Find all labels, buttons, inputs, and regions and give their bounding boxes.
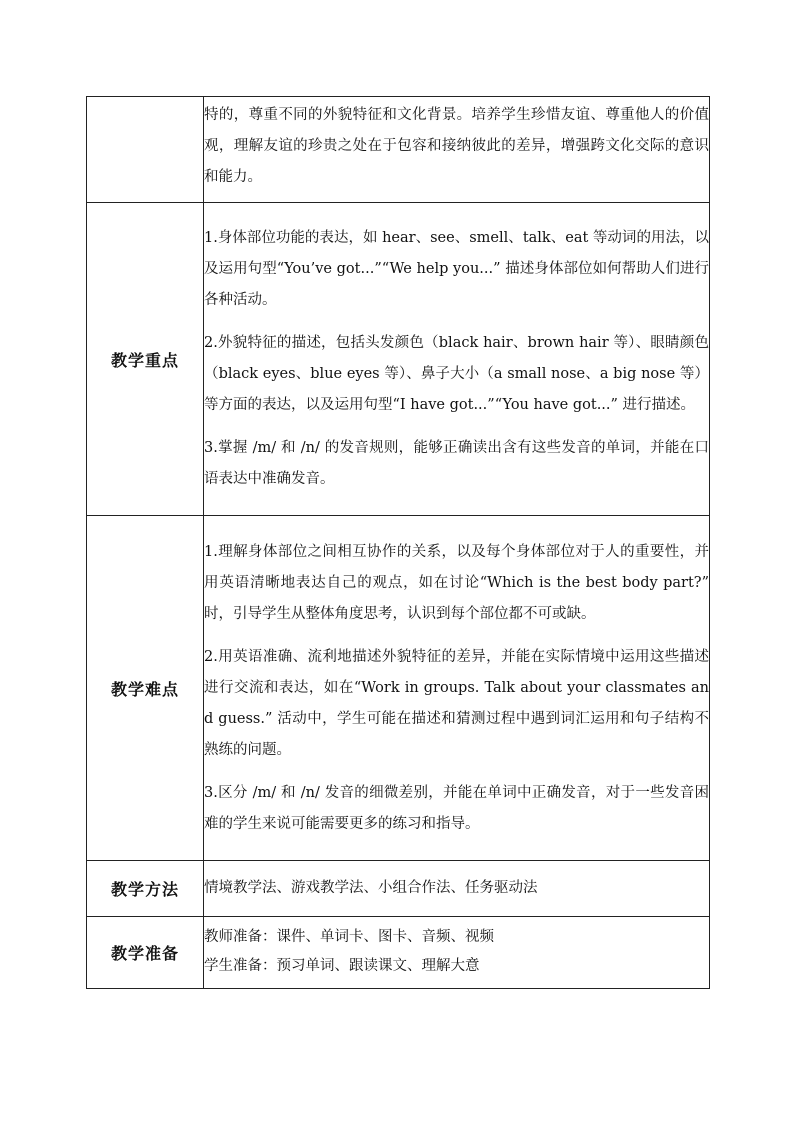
difficult-point-3: 3.区分 /m/ 和 /n/ 发音的细微差别，并能在单词中正确发音，对于一些发音困难的学生来说可能需要更多的练习和指导。 [204,784,709,832]
teacher-preparation-text: 教师准备：课件、单词卡、图卡、音频、视频 [204,928,494,945]
key-point-3: 3.掌握 /m/ 和 /n/ 的发音规则，能够正确读出含有这些发音的单词，并能在口语表达中准确发音。 [204,440,709,487]
key-point-1: 1.身体部位功能的表达，如 hear、see、smell、talk、eat 等动词的用法，以及运用句型“You’ve got...”“We help you...” 描述身体部位如何帮助人们进行各种活动。 [204,230,709,308]
table-row-methods [87,861,710,917]
student-preparation-text: 学生准备：预习单词、跟读课文、理解大意 [204,957,480,974]
key-points-label: 教学重点 [87,203,204,516]
difficult-point-1: 1.理解身体部位之间相互协作的关系，以及每个身体部位对于人的重要性，并用英语清晰地表达自己的观点，如在讨论“Which is the best body part?” 时，引导学生从整体角度思考，认识到每个部位都不可或缺。 [204,543,709,622]
table-row-objectives-continued [87,97,710,203]
row-label-empty [87,97,204,203]
table-row-key-points [87,203,710,516]
methods-label: 教学方法 [87,861,204,917]
key-points-cell [204,203,710,516]
difficult-points-label: 教学难点 [87,516,204,861]
table-row-preparation [87,917,710,989]
difficult-point-2: 2.用英语准确、流利地描述外貌特征的差异，并能在实际情境中运用这些描述进行交流和表达，如在“Work in groups. Talk about your classmates and guess.” 活动中，学生可能在描述和猜测过程中遇到词汇运用和句子结构不熟练的问题。 [204,648,709,758]
methods-cell [204,861,710,917]
table-row-difficult-points [87,516,710,861]
lesson-plan-table [86,96,710,989]
preparation-label: 教学准备 [87,917,204,989]
difficult-points-cell [204,516,710,861]
methods-text: 情境教学法、游戏教学法、小组合作法、任务驱动法 [204,880,538,896]
objectives-continued-cell [204,97,710,203]
objectives-continued-text: 特的，尊重不同的外貌特征和文化背景。培养学生珍惜友谊、尊重他人的价值观，理解友谊的珍贵之处在于包容和接纳彼此的差异，增强跨文化交际的意识和能力。 [204,107,709,185]
key-point-2: 2.外貌特征的描述，包括头发颜色（black hair、brown hair 等）、眼睛颜色（black eyes、blue eyes 等）、鼻子大小（a small nose、a big nose 等）等方面的表达，以及运用句型“I have got...”“You have got...” 进行描述。 [204,335,709,413]
preparation-cell [204,917,710,989]
